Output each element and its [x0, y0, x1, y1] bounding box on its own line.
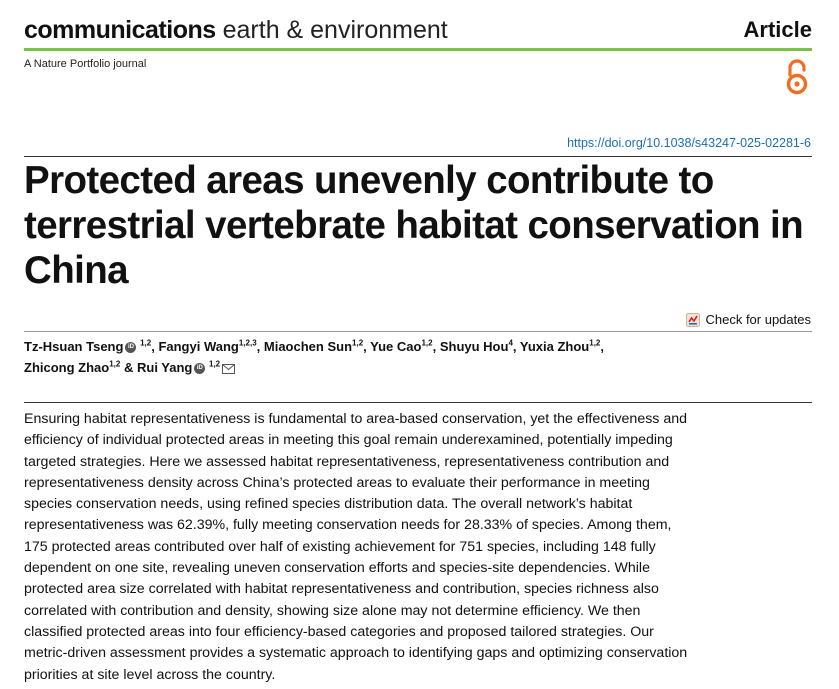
- author[interactable]: Yue Cao$^{1,2}$,: [370, 338, 437, 354]
- author[interactable]: Yuxia Zhou$^{1,2}$,: [519, 338, 604, 354]
- author[interactable]: Rui Yang iD $^{1,2}$: [137, 360, 235, 375]
- journal-name-bold: communications: [24, 16, 216, 44]
- divider: [24, 156, 812, 157]
- check-for-updates-label: Check for updates: [705, 312, 811, 327]
- divider: [24, 402, 812, 403]
- author[interactable]: Fangyi Wang$^{1,2,3}$,: [158, 338, 261, 354]
- portfolio-label: A Nature Portfolio journal: [24, 58, 147, 70]
- author[interactable]: Miaochen Sun$^{1,2}$,: [263, 338, 367, 354]
- divider: [24, 331, 812, 332]
- orcid-icon[interactable]: iD: [125, 342, 136, 353]
- journal-header: [24, 14, 812, 51]
- journal-title[interactable]: [24, 14, 448, 46]
- author-separator: &: [123, 360, 134, 375]
- check-for-updates-icon: [686, 313, 700, 327]
- author-list: [24, 336, 724, 378]
- journal-name-light: earth & environment: [222, 16, 448, 44]
- envelope-icon[interactable]: [222, 364, 235, 374]
- paper-title: Protected areas unevenly contribute to terrestrial vertebrate habitat conservation in China: [24, 159, 804, 292]
- check-for-updates-button[interactable]: [686, 312, 811, 327]
- author[interactable]: Shuyu Hou$^4$,: [439, 338, 517, 354]
- article-type-label: Article: [743, 17, 812, 42]
- open-access-icon[interactable]: [783, 58, 811, 96]
- abstract-text: Ensuring habitat representativeness is fundamental to area-based conservation, yet the effectiveness and efficiency of individual protected areas in meeting this goal remain underexamined, potentially impeding targeted strategies. Here we assessed habitat representativeness, representativeness contribution and representativeness density across China’s protected areas to evaluate their performance in meeting species conservation needs, using refined species distribution data. The overall network’s habitat representativeness was 62.39%, fully meeting conservation needs for 28.33% of species. Among them, 175 protected areas contributed over half of existing achievement for 751 species, including 148 fully dependent on one site, revealing uneven conservation efforts and species-site dependencies. While protected area size correlated with habitat representativeness and contribution, species richness also correlated with contribution and density, showing size alone may not determine efficiency. We then classified protected areas into four efficiency-based categories and proposed tailored strategies. Our metric-driven assessment provides a systematic approach to identifying gaps and optimizing conservation priorities at site level across the country.: [24, 411, 688, 683]
- doi-link[interactable]: https://doi.org/10.1038/s43247-025-02281-6: [567, 136, 811, 150]
- orcid-icon[interactable]: iD: [194, 363, 205, 374]
- author[interactable]: Tz-Hsuan Tseng iD $^{1,2}$,: [24, 338, 155, 354]
- author[interactable]: Zhicong Zhao$^{1,2}$: [24, 359, 121, 375]
